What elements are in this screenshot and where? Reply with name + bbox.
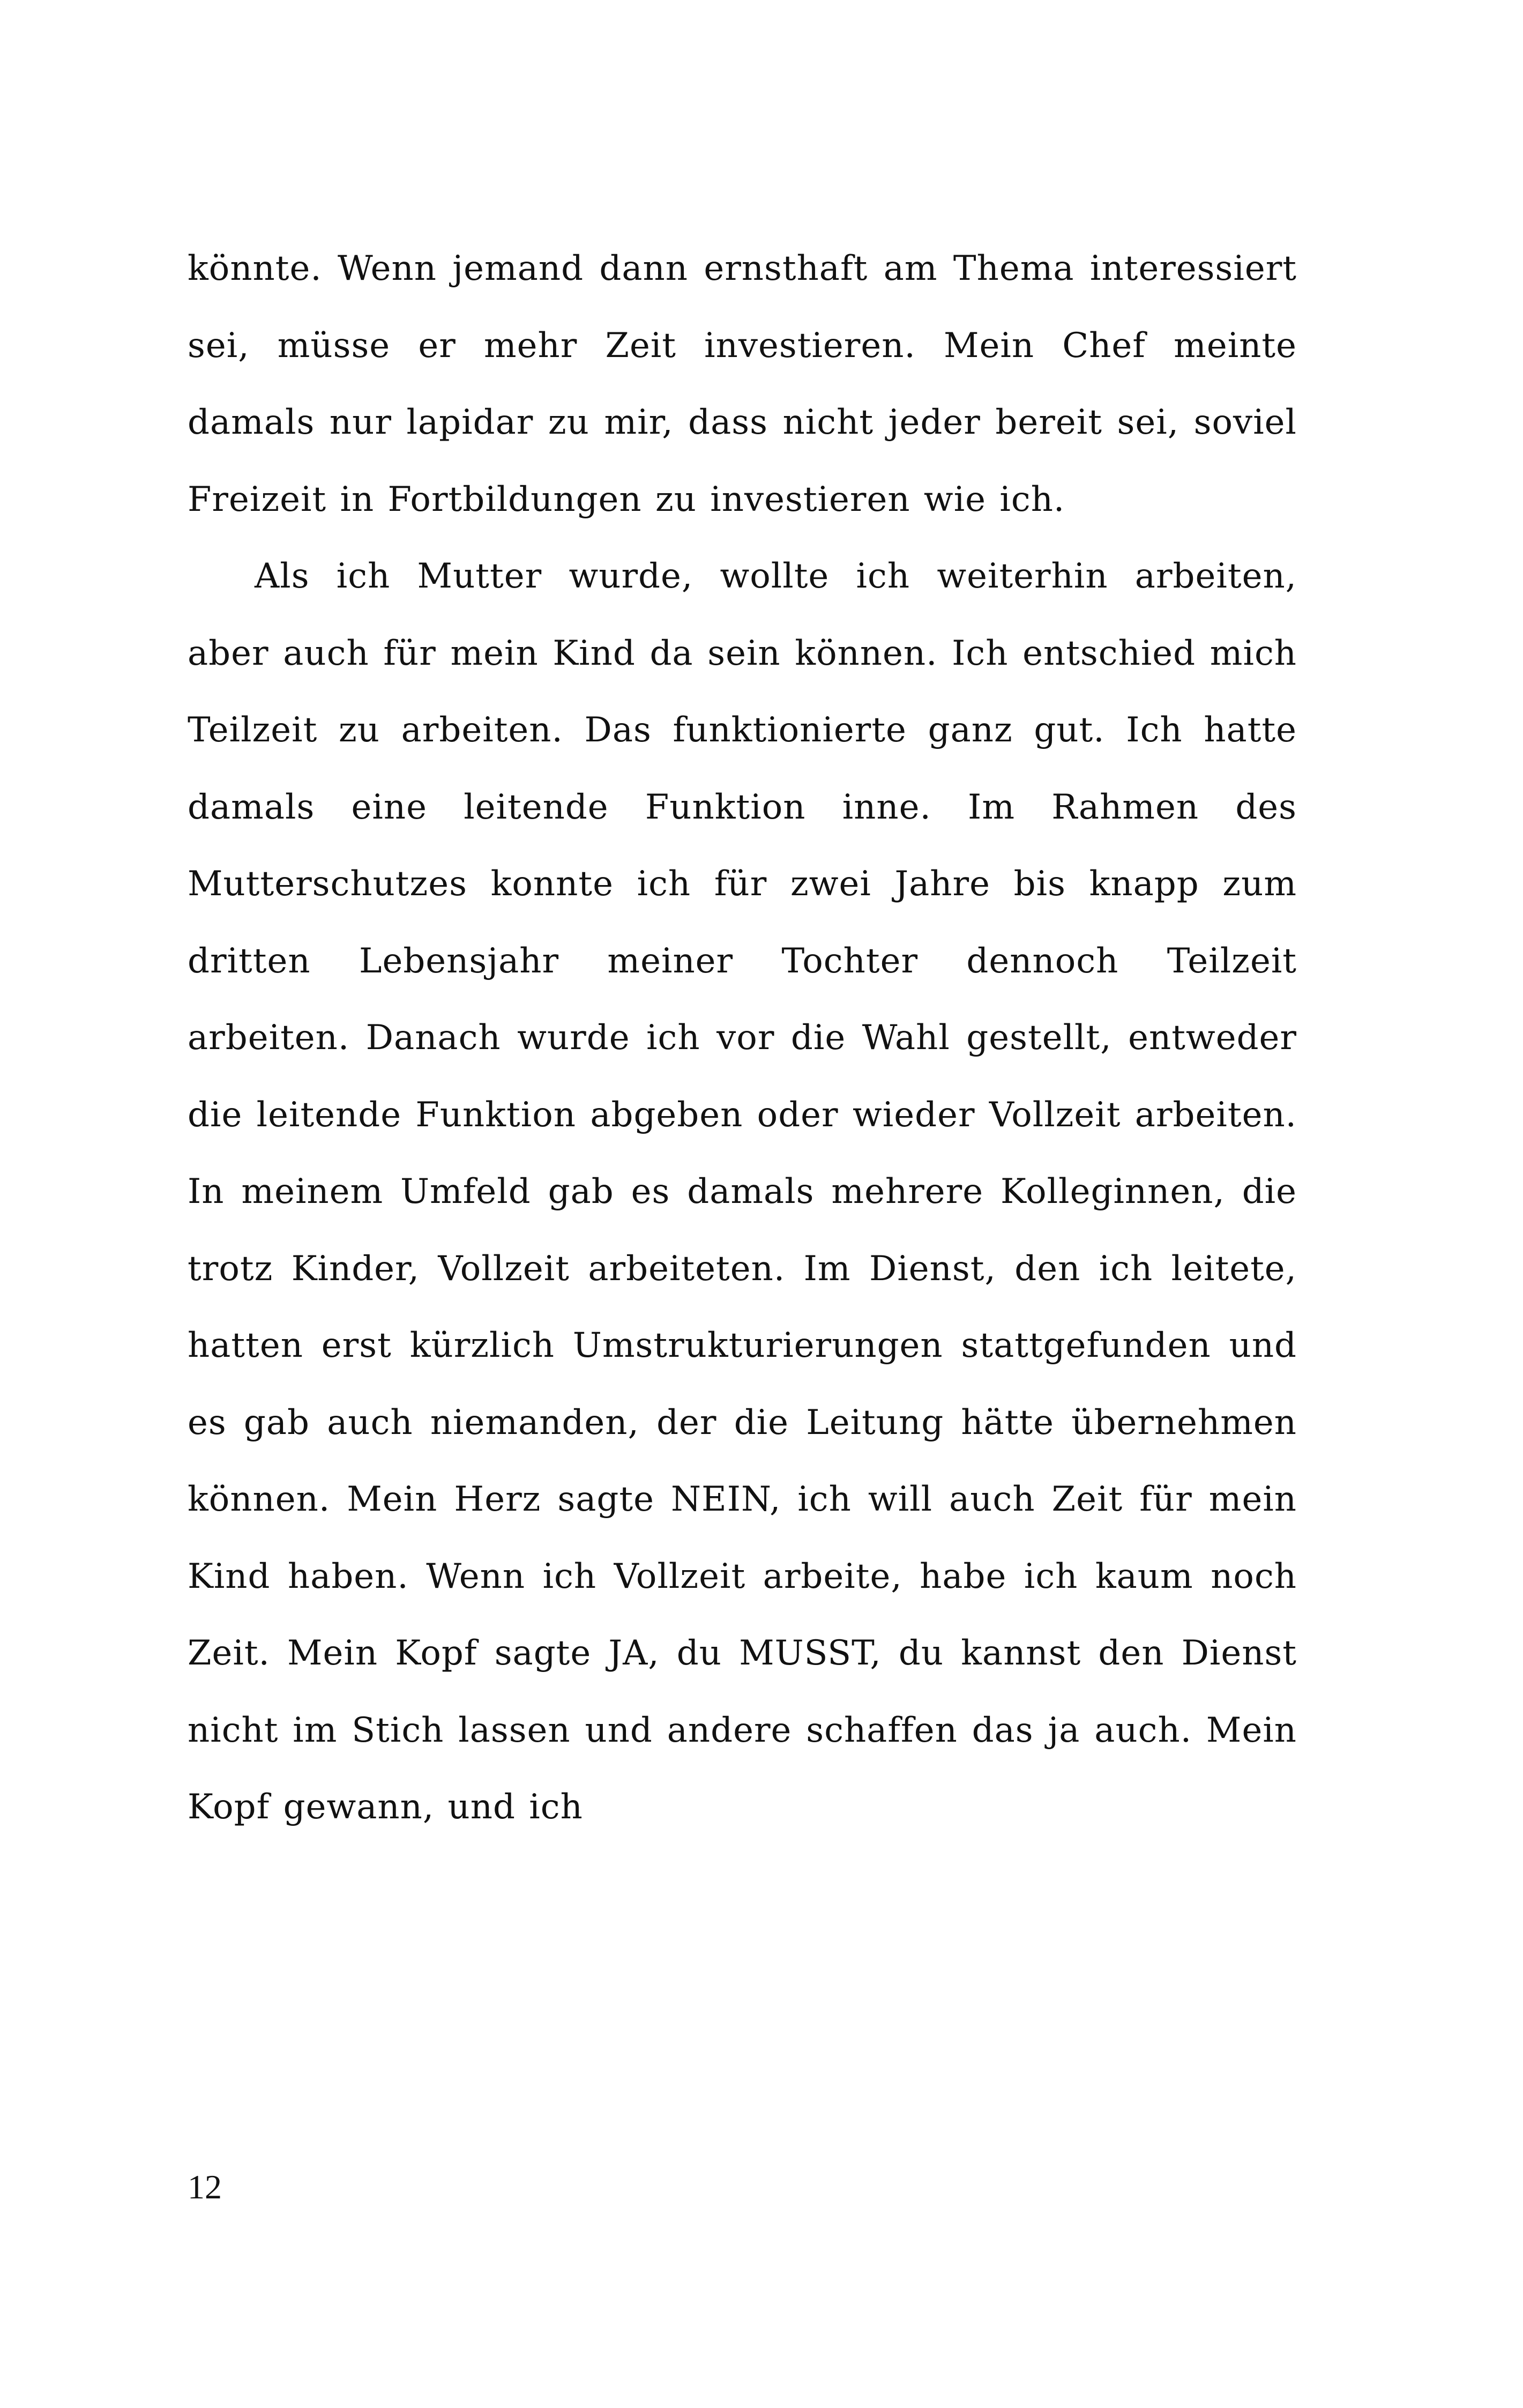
body-text <box>188 231 1297 1846</box>
paragraph-1: könnte. Wenn jemand dann ernsthaft am Thema interessiert sei, müsse er mehr Zeit investieren. Mein Chef meinte damals nur lapidar zu mir, dass nicht jeder bereit sei, soviel Freizeit in Fortbildungen zu investieren wie ich. <box>188 249 1297 519</box>
page-number: 12 <box>188 2168 222 2206</box>
paragraph-2: Als ich Mutter wurde, wollte ich weiterhin arbeiten, aber auch für mein Kind da sein können. Ich entschied mich Teilzeit zu arbeiten. Das funktionierte ganz gut. Ich hatte damals eine leitende Funktion inne. Im Rahmen des Mutterschutzes konnte ich für zwei Jahre bis knapp zum dritten Lebensjahr meiner Tochter dennoch Teilzeit arbeiten. Danach wurde ich vor die Wahl gestellt, entweder die leitende Funktion abgeben oder wieder Vollzeit arbeiten. In meinem Umfeld gab es damals mehrere Kolleginnen, die trotz Kinder, Vollzeit arbeiteten. Im Dienst, den ich leitete, hatten erst kürzlich Umstrukturierungen stattgefunden und es gab auch niemanden, der die Leitung hätte übernehmen können. Mein Herz sagte NEIN, ich will auch Zeit für mein Kind haben. Wenn ich Vollzeit arbeite, habe ich kaum noch Zeit. Mein Kopf sagte JA, du MUSST, du kannst den Dienst nicht im Stich lassen und andere schaffen das ja auch. Mein Kopf gewann, und ich <box>188 556 1297 1827</box>
